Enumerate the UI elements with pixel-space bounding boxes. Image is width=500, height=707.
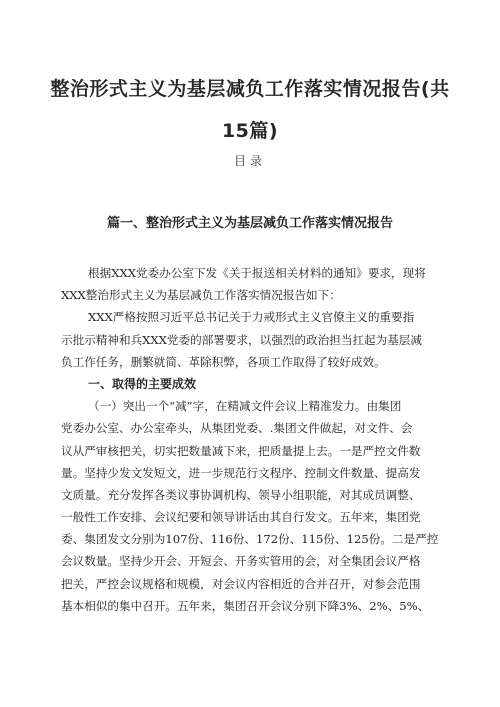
paragraph-line: 议从严审核把关，切实把数量减下来，把质量提上去。一是严控文件数	[61, 443, 421, 458]
paragraph-line: 示批示精神和兵XXX党委的部署要求，以强烈的政治担当扛起为基层减	[61, 332, 422, 347]
article-body	[61, 262, 441, 617]
paragraph-line: 基本相似的集中召开。五年来，集团召开会议分别下降3%、2%、5%、	[61, 598, 430, 613]
paragraph-line: 把关，严控会议规格和规模，对会议内容相近的合并召开，对参会范围	[61, 576, 421, 591]
paragraph-line: 文质量。充分发挥各类议事协调机构、领导小组职能，对其成员调整、	[61, 487, 421, 502]
paragraph-line: 党委办公室、办公室牵头，从集团党委、.集团文件做起，对文件、会	[61, 421, 413, 436]
document-title-line-1: 整治形式主义为基层减负工作落实情况报告(共	[50, 78, 450, 100]
paragraph-line: 量。坚持少发文发短文，进一步规范行文程序、控制文件数量、提高发	[61, 465, 421, 480]
paragraph-line: （一）突出一个“减”字，在精减文件会议上精准发力。由集团	[88, 399, 402, 414]
paragraph-line: XXX严格按照习近平总书记关于力戒形式主义官僚主义的重要指	[88, 310, 415, 325]
table-of-contents-label: 目录	[233, 154, 266, 168]
paragraph-line: 会议数量。坚持少开会、开短会、开务实管用的会，对全集团会议严格	[61, 554, 421, 569]
paragraph-line: 根据XXX党委办公室下发《关于报送相关材料的通知》要求，现将	[88, 266, 426, 280]
paragraph-line: 负工作任务，删繁就简、革除积弊，各项工作取得了较好成效。	[61, 354, 386, 369]
paragraph-line: 委、集团发文分别为107份、116份、172份、115份、125份。二是严控	[61, 532, 439, 547]
paragraph-line: 一般性工作安排、会议纪要和领导讲话由其自行发文。五年来，集团党	[61, 510, 421, 525]
paragraph-line: XXX整治形式主义为基层减负工作落实情况报告如下：	[61, 288, 341, 303]
article-heading: 篇一、整治形式主义为基层减负工作落实情况报告	[106, 216, 393, 231]
section-heading: 一、取得的主要成效	[88, 376, 197, 391]
document-title-line-2: 15篇)	[221, 120, 279, 142]
